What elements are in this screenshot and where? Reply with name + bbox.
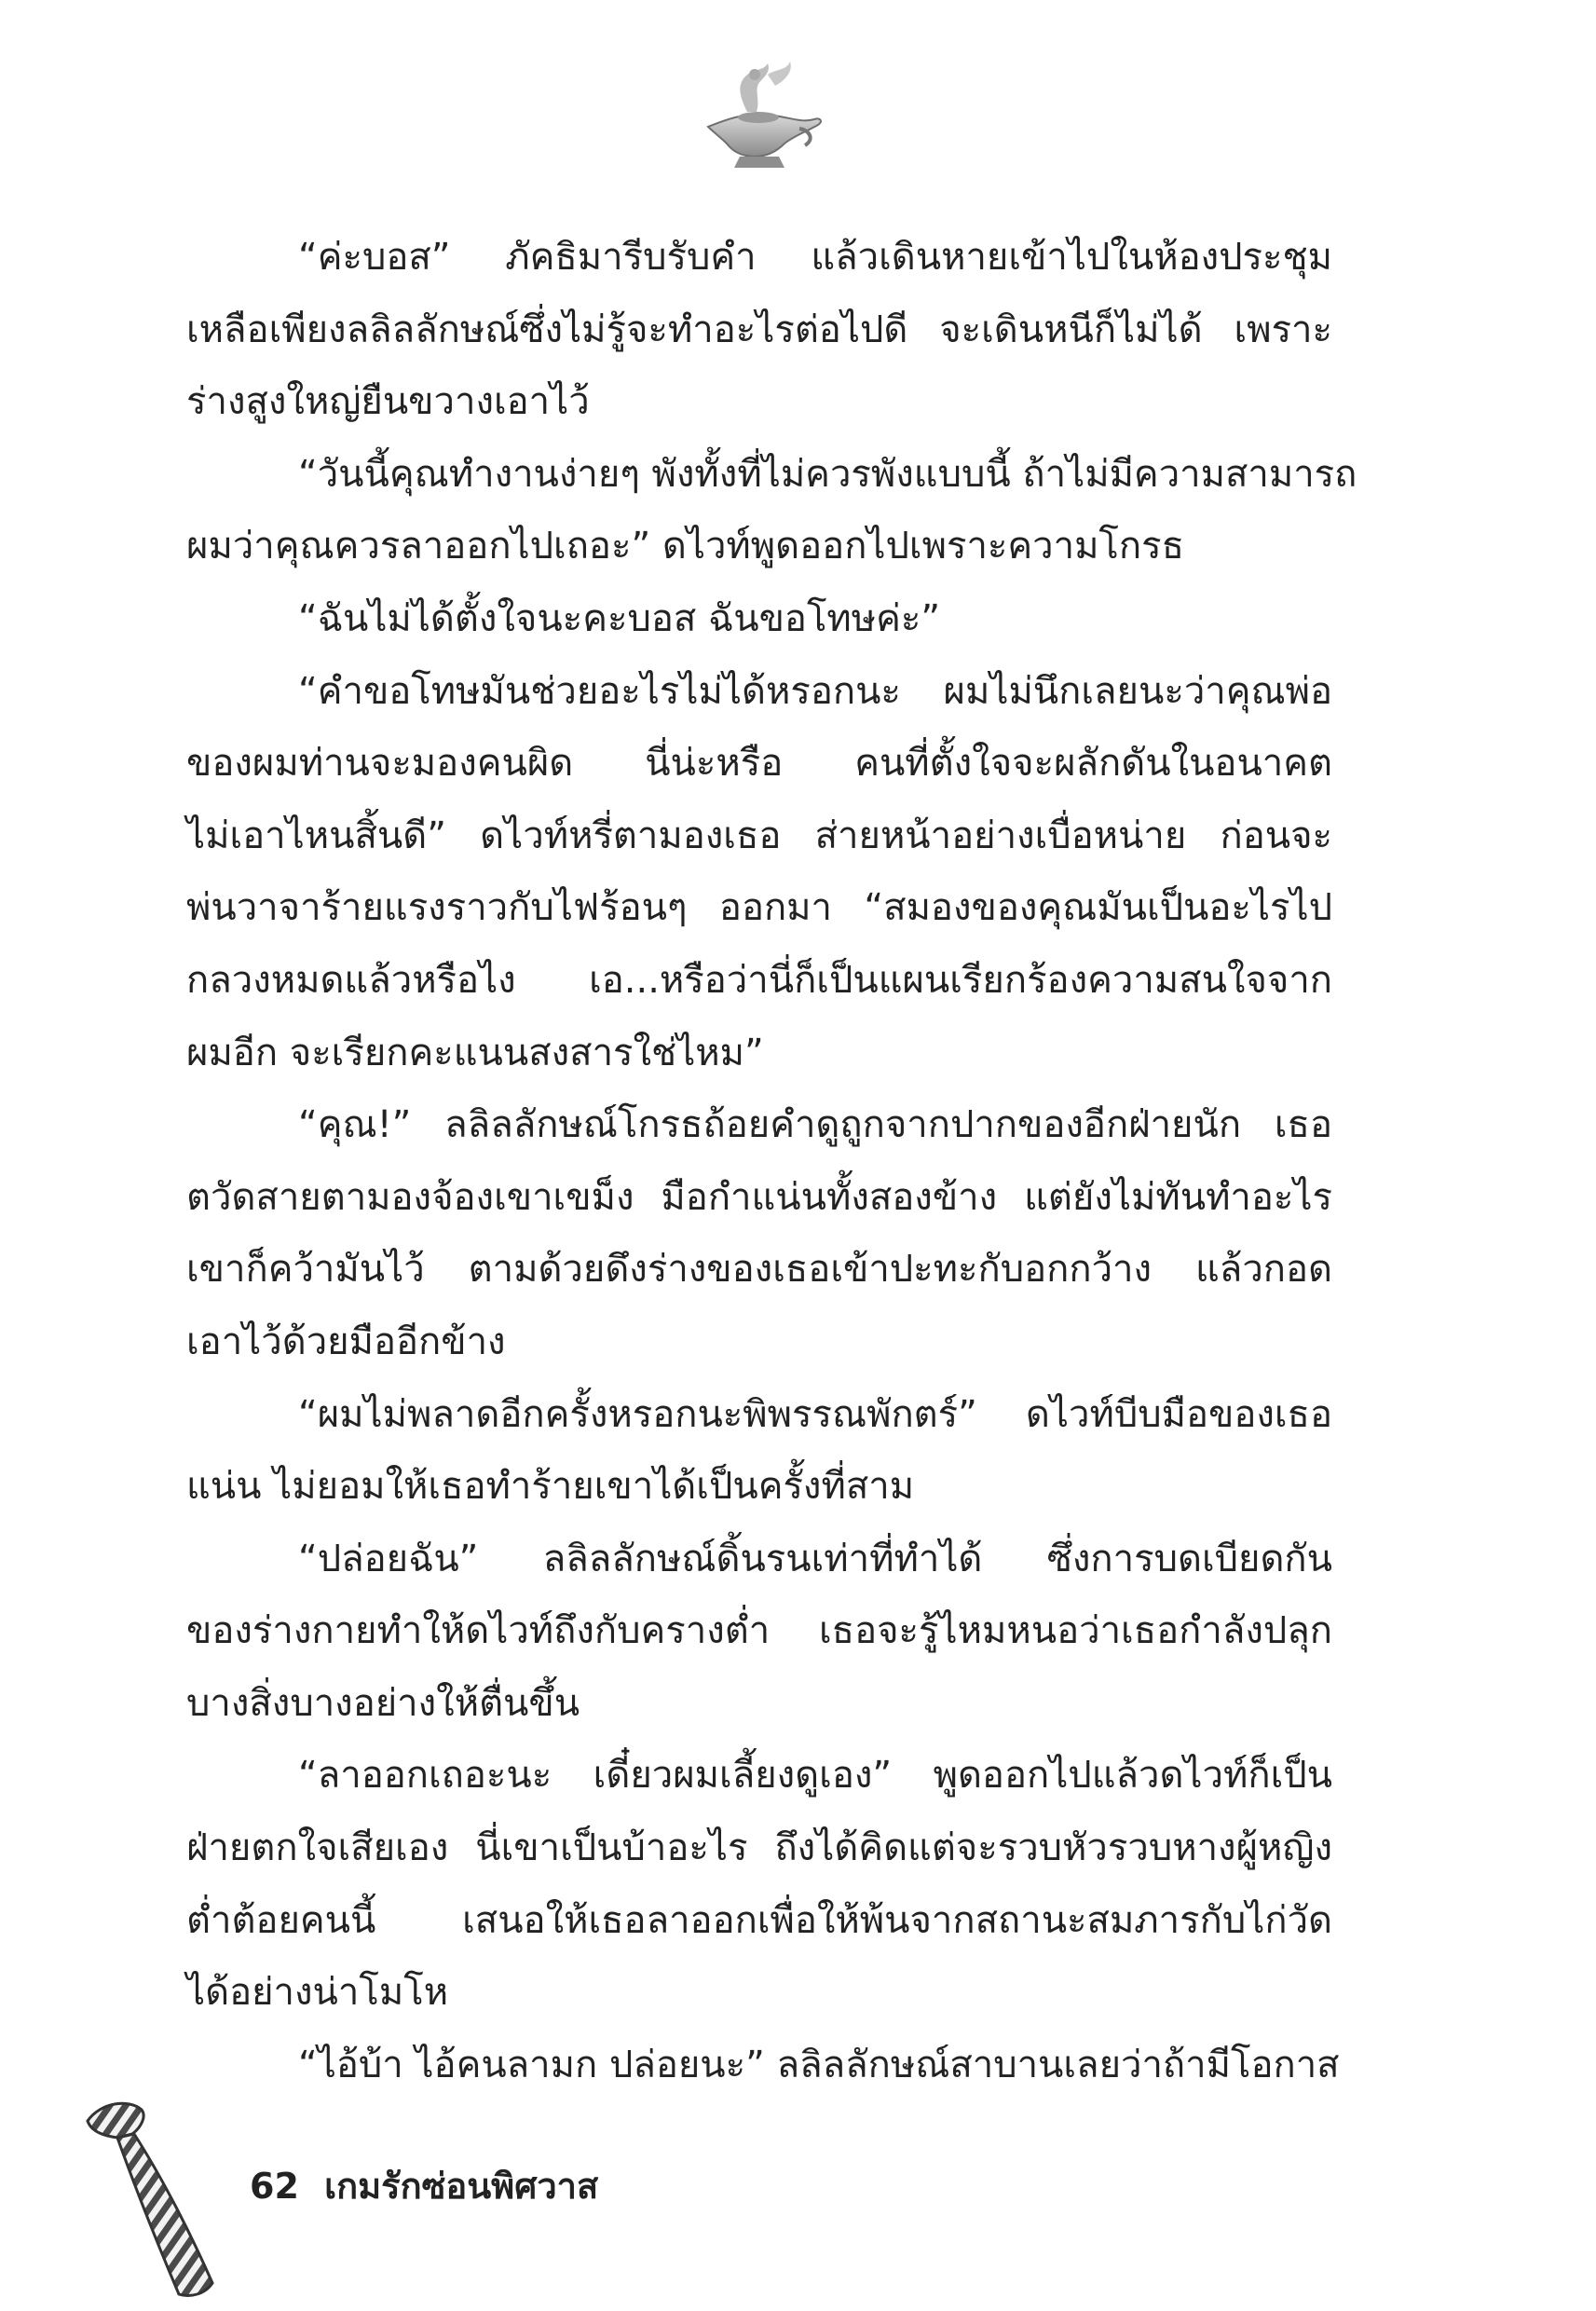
page-number: 62 xyxy=(250,2166,299,2207)
text-line: ของผมท่านจะมองคนผิด นี่น่ะหรือ คนที่ตั้งใจจะผลักดันในอนาคต xyxy=(186,742,1332,786)
text-line: “ค่ะบอส” ภัคธิมารีบรับคำ แล้วเดินหายเข้าไปในห้องประชุม xyxy=(298,236,1332,279)
text-line: ฝ่ายตกใจเสียเอง นี่เขาเป็นบ้าอะไร ถึงได้คิดแต่จะรวบหัวรวบหางผู้หญิง xyxy=(186,1826,1332,1870)
text-line: ตวัดสายตามองจ้องเขาเขม็ง มือกำแน่นทั้งสองข้าง แต่ยังไม่ทันทำอะไร xyxy=(186,1175,1332,1219)
text-line: บางสิ่งบางอย่างให้ตื่นขึ้น xyxy=(186,1681,580,1725)
text-line: “คำขอโทษมันช่วยอะไรไม่ได้หรอกนะ ผมไม่นึกเลยนะว่าคุณพ่อ xyxy=(298,669,1332,713)
text-line: ร่างสูงใหญ่ยืนขวางเอาไว้ xyxy=(186,380,590,424)
text-line: ไม่เอาไหนสิ้นดี” ดไวท์หรี่ตามองเธอ ส่ายหน้าอย่างเบื่อหน่าย ก่อนจะ xyxy=(186,814,1332,857)
magic-lamp-genie-icon xyxy=(689,54,829,175)
text-line: “ผมไม่พลาดอีกครั้งหรอกนะพิพรรณพักตร์” ดไวท์บีบมือของเธอ xyxy=(298,1392,1332,1436)
text-line: “ไอ้บ้า ไอ้คนลามก ปล่อยนะ” ลลิลลักษณ์สาบานเลยว่าถ้ามีโอกาส xyxy=(298,2043,1340,2086)
text-line: กลวงหมดแล้วหรือไง เอ...หรือว่านี่ก็เป็นแผนเรียกร้องความสนใจจาก xyxy=(186,958,1332,1002)
text-line: แน่น ไม่ยอมให้เธอทำร้ายเขาได้เป็นครั้งที่สาม xyxy=(186,1465,915,1509)
text-line: “ลาออกเถอะนะ เดี๋ยวผมเลี้ยงดูเอง” พูดออกไปแล้วดไวท์ก็เป็น xyxy=(298,1754,1332,1798)
necktie-icon xyxy=(80,2097,229,2302)
text-line: ของร่างกายทำให้ดไวท์ถึงกับครางต่ำ เธอจะรู้ไหมหนอว่าเธอกำลังปลุก xyxy=(186,1609,1332,1653)
text-line: “วันนี้คุณทำงานง่ายๆ พังทั้งที่ไม่ควรพังแบบนี้ ถ้าไม่มีความสามารถ xyxy=(298,452,1357,496)
text-line: “ปล่อยฉัน” ลลิลลักษณ์ดิ้นรนเท่าที่ทำได้ ซึ่งการบดเบียดกัน xyxy=(298,1537,1332,1580)
text-line: เขาก็คว้ามันไว้ ตามด้วยดึงร่างของเธอเข้าปะทะกับอกกว้าง แล้วกอด xyxy=(186,1248,1332,1292)
book-title: เกมรักซ่อนพิศวาส xyxy=(324,2166,599,2207)
text-line: ผมอีก จะเรียกคะแนนสงสารใช่ไหม” xyxy=(186,1031,764,1074)
text-line: “ฉันไม่ได้ตั้งใจนะคะบอส ฉันขอโทษค่ะ” xyxy=(298,596,941,640)
text-line: เอาไว้ด้วยมืออีกข้าง xyxy=(186,1320,506,1363)
text-line: “คุณ!” ลลิลลักษณ์โกรธถ้อยคำดูถูกจากปากของอีกฝ่ายนัก เธอ xyxy=(298,1103,1332,1147)
text-line: ผมว่าคุณควรลาออกไปเถอะ” ดไวท์พูดออกไปเพราะความโกรธ xyxy=(186,525,1185,568)
text-line: ได้อย่างน่าโมโห xyxy=(186,1971,449,2015)
text-line: ต่ำต้อยคนนี้ เสนอให้เธอลาออกเพื่อให้พ้นจากสถานะสมภารกับไก่วัด xyxy=(186,1898,1332,1942)
text-line: เหลือเพียงลลิลลักษณ์ซึ่งไม่รู้จะทำอะไรต่อไปดี จะเดินหนีก็ไม่ได้ เพราะ xyxy=(186,308,1332,351)
page-footer xyxy=(250,2157,598,2214)
text-line: พ่นวาจาร้ายแรงราวกับไฟร้อนๆ ออกมา “สมองของคุณมันเป็นอะไรไป xyxy=(186,886,1332,930)
body-text xyxy=(186,222,1357,2101)
